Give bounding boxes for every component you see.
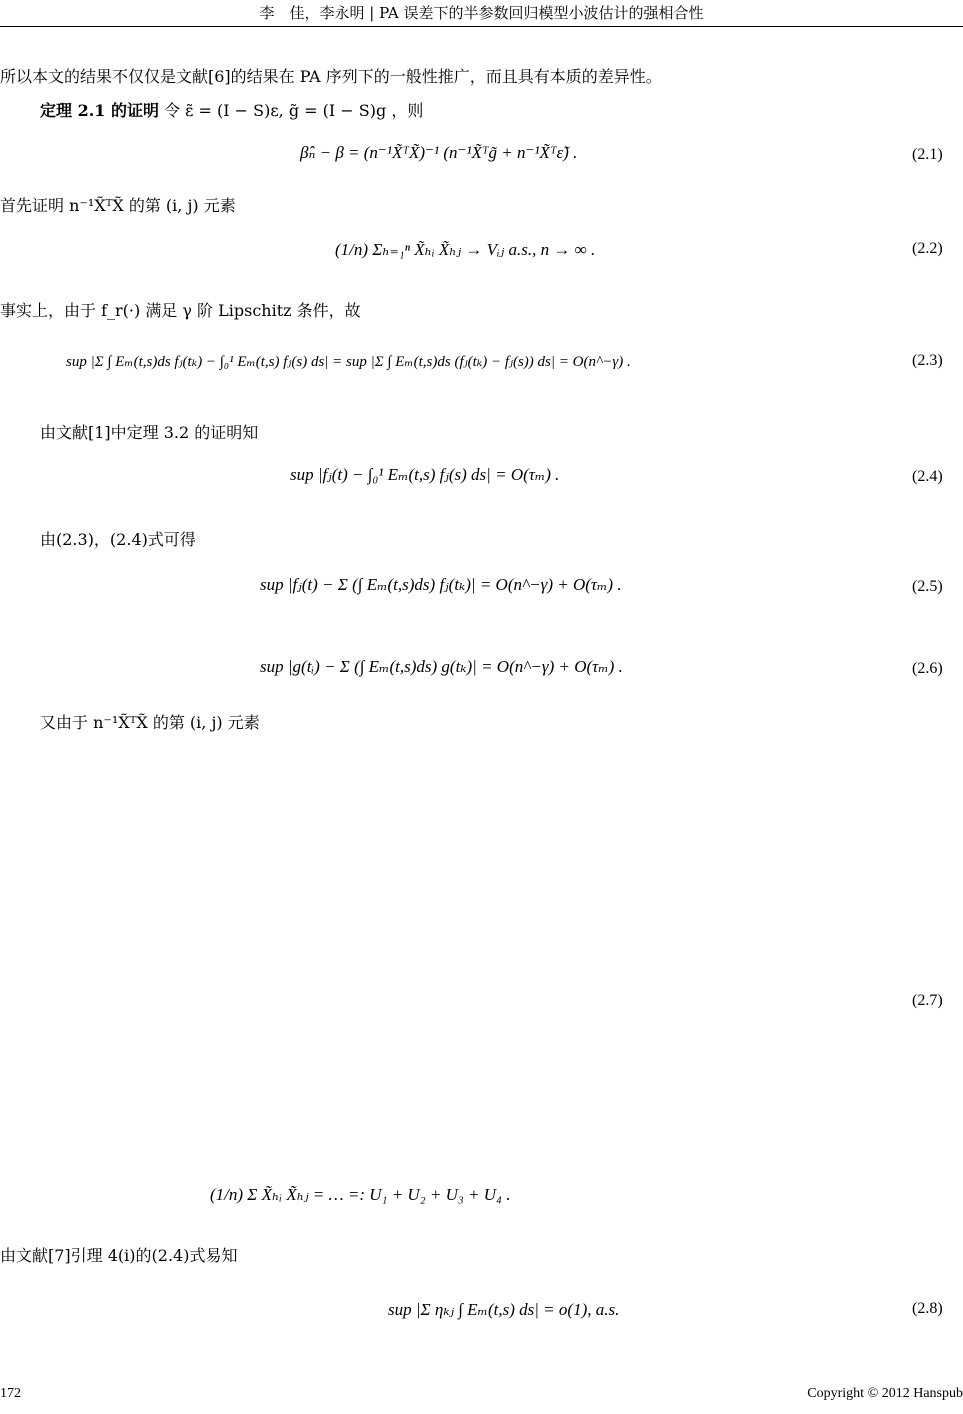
proof-label: 定理 2.1 的证明 <box>40 101 159 120</box>
equation-2-3: sup |Σ ∫ Eₘ(t,s)ds fⱼ(tₖ) − ∫₀¹ Eₘ(t,s) fⱼ(s) ds| = sup |Σ ∫ Eₘ(t,s)ds (fⱼ(tₖ) − fⱼ(s)) ds| = O(n^−γ) . <box>66 354 631 370</box>
equation-2-6: sup |g(tᵢ) − Σ (∫ Eₘ(t,s)ds) g(tₖ)| = O(n^−γ) + O(τₘ) . <box>260 657 623 676</box>
paragraph-6: 由(2.3)，(2.4)式可得 <box>40 530 196 549</box>
equation-2-8: sup |Σ ηₖⱼ ∫ Eₘ(t,s) ds| = o(1), a.s. <box>388 1300 620 1319</box>
paragraph-4: 事实上，由于 f_r(·) 满足 γ 阶 Lipschitz 条件，故 <box>0 301 361 320</box>
equation-2-2: (1/n) Σₕ₌₁ⁿ X̃ₕᵢ X̃ₕⱼ → Vᵢⱼ a.s., n → ∞ . <box>335 240 596 259</box>
paragraph-8: 由文献[7]引理 4(i)的(2.4)式易知 <box>0 1246 238 1265</box>
equation-number-2-1: (2.1) <box>912 146 943 163</box>
paragraph-7: 又由于 n⁻¹X̃ᵀX̃ 的第 (i, j) 元素 <box>40 713 260 732</box>
header-rule <box>0 26 963 27</box>
proof-heading <box>40 98 423 121</box>
proof-intro: 令 ε̃ = (I − S)ε, g̃ = (I − S)g ，则 <box>164 101 424 120</box>
paragraph-5: 由文献[1]中定理 3.2 的证明知 <box>40 423 259 442</box>
page-number: 172 <box>0 1386 21 1401</box>
equation-2-5: sup |fⱼ(t) − Σ (∫ Eₘ(t,s)ds) fⱼ(tₖ)| = O(n^−γ) + O(τₘ) . <box>260 575 622 594</box>
equation-2-7: (1/n) Σ X̃ₕᵢ X̃ₕⱼ = … =: U₁ + U₂ + U₃ + U₄ . <box>210 1185 511 1204</box>
equation-number-2-2: (2.2) <box>912 240 943 257</box>
equation-number-2-6: (2.6) <box>912 660 943 677</box>
equation-2-1: β̂ₙ − β = (n⁻¹X̃ᵀX̃)⁻¹ (n⁻¹X̃ᵀg̃ + n⁻¹X̃ᵀε̃) . <box>300 143 578 162</box>
equation-number-2-4: (2.4) <box>912 468 943 485</box>
equation-number-2-7: (2.7) <box>912 992 943 1009</box>
equation-number-2-3: (2.3) <box>912 352 943 369</box>
paragraph-3: 首先证明 n⁻¹X̃ᵀX̃ 的第 (i, j) 元素 <box>0 196 236 215</box>
equation-number-2-5: (2.5) <box>912 578 943 595</box>
running-header: 李 佳，李永明 | PA 误差下的半参数回归模型小波估计的强相合性 <box>259 4 704 22</box>
equation-number-2-8: (2.8) <box>912 1300 943 1317</box>
copyright-notice: Copyright © 2012 Hanspub <box>807 1386 963 1401</box>
equation-2-7-block <box>110 745 810 1225</box>
equation-2-4: sup |fⱼ(t) − ∫₀¹ Eₘ(t,s) fⱼ(s) ds| = O(τₘ) . <box>290 465 560 484</box>
paragraph-1: 所以本文的结果不仅仅是文献[6]的结果在 PA 序列下的一般性推广，而且具有本质的差异性。 <box>0 67 662 86</box>
